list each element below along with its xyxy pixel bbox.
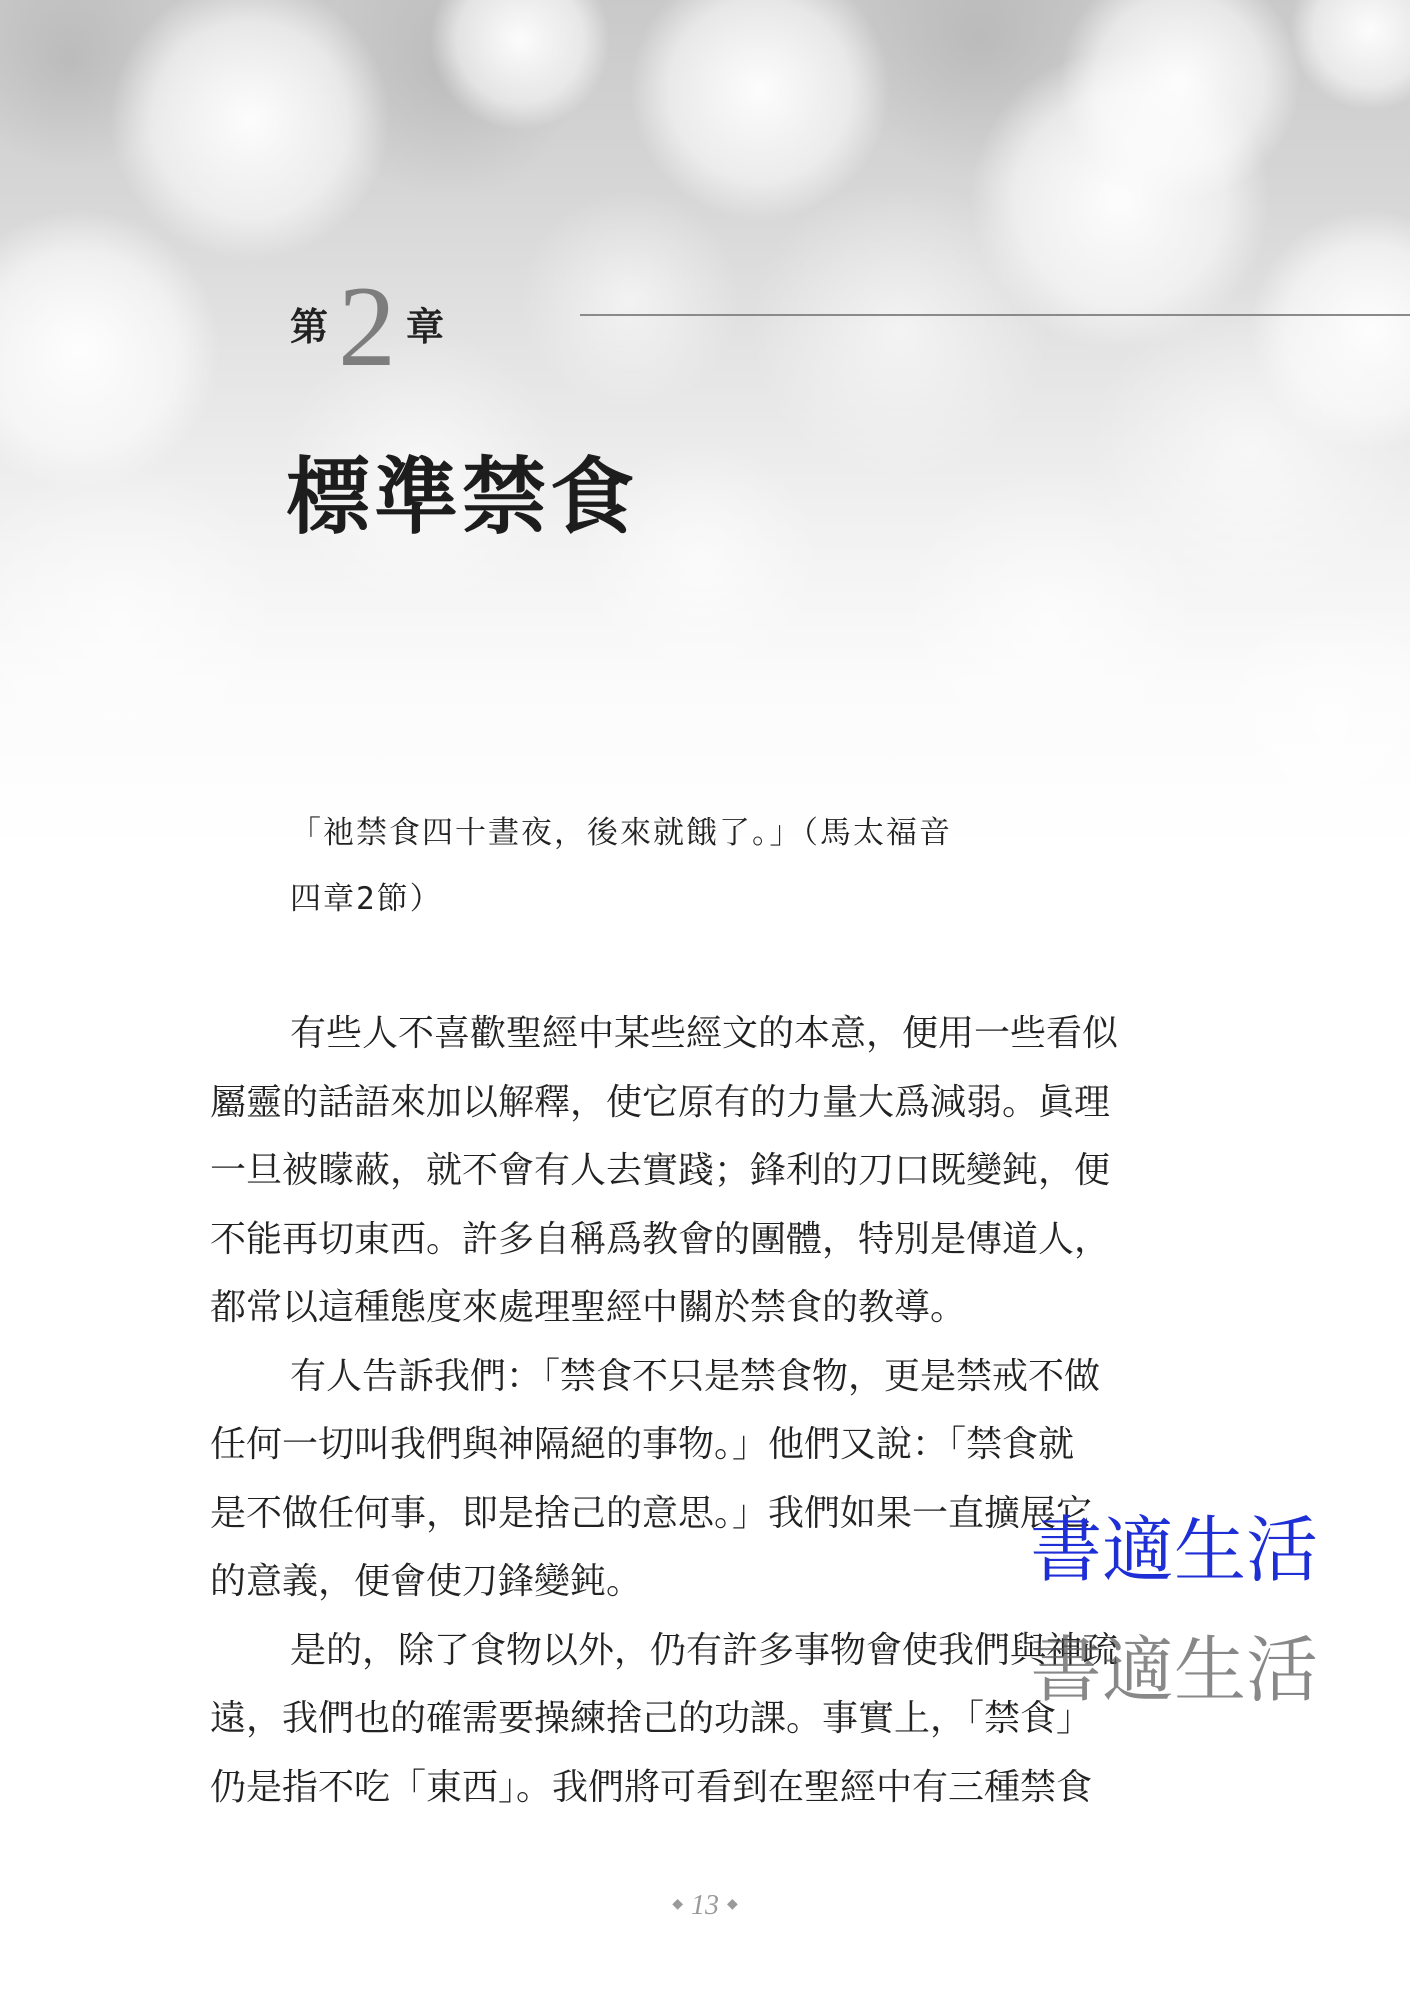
chapter-suffix: 章 [406, 304, 445, 349]
page-number [0, 1890, 1410, 1922]
chapter-heading [290, 263, 445, 391]
body-line: 有些人不喜歡聖經中某些經文的本意，便用一些看似 [290, 1013, 1119, 1054]
body-line: 是的，除了食物以外，仍有許多事物會使我們與神疏 [290, 1629, 1119, 1671]
chapter-rule [580, 314, 1410, 316]
body-line: 遠，我們也的確需要操練捨己的功課。事實上，「禁食」 [210, 1698, 1093, 1739]
body-line: 是不做任何事，即是捨己的意思。」我們如果一直擴展它 [210, 1492, 1093, 1534]
watermark-blue: 書適生活 [1030, 1508, 1319, 1592]
chapter-prefix: 第 [290, 304, 329, 349]
body-line: 任何一切叫我們與神隔絕的事物。」他們又說：「禁食就 [210, 1424, 1075, 1465]
body-line: 屬靈的話語來加以解釋，使它原有的力量大爲減弱。眞理 [210, 1081, 1111, 1123]
page-number-value: 13 [691, 1890, 719, 1921]
chapter-number: 2 [338, 263, 397, 391]
diamond-icon: ◆ [672, 1897, 683, 1912]
body-line: 的意義，便會使刀鋒變鈍。 [210, 1561, 643, 1602]
epigraph-line: 四章2節） [290, 881, 443, 917]
body-line: 都常以這種態度來處理聖經中關於禁食的教導。 [210, 1287, 967, 1328]
epigraph [290, 800, 1110, 932]
body-line: 仍是指不吃「東西」。我們將可看到在聖經中有三種禁食 [210, 1766, 1093, 1808]
epigraph-line: 「祂禁食四十晝夜，後來就餓了。」（馬太福音 [290, 815, 952, 851]
body-line: 一旦被矇蔽，就不會有人去實踐；鋒利的刀口既變鈍，便 [210, 1150, 1111, 1191]
watermark-gray: 書適生活 [1030, 1628, 1319, 1712]
diamond-icon: ◆ [727, 1897, 738, 1912]
chapter-title: 標準禁食 [286, 447, 639, 546]
body-line: 不能再切東西。許多自稱爲教會的團體，特別是傳道人， [210, 1218, 1111, 1260]
body-line: 有人告訴我們：「禁食不只是禁食物，更是禁戒不做 [290, 1355, 1101, 1397]
